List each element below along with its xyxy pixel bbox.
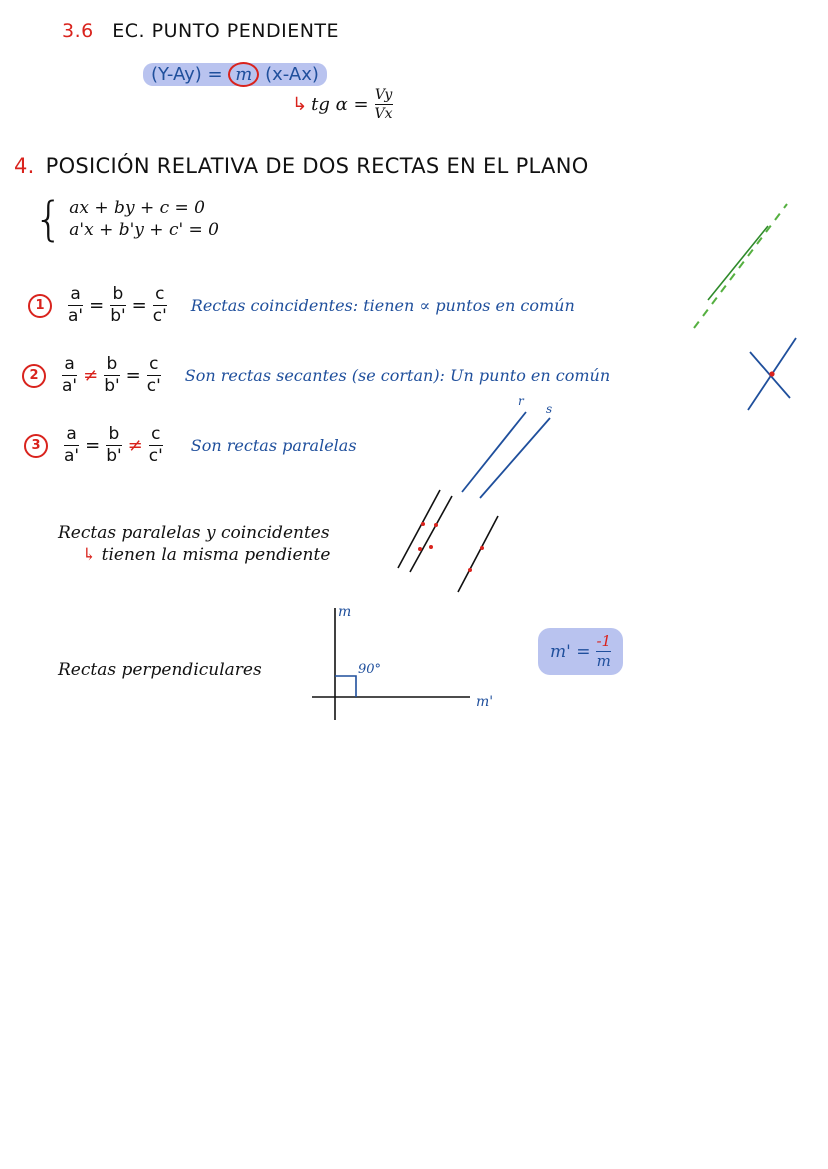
parallel-note-line-1: Rectas paralelas y coincidentes <box>58 523 330 543</box>
fraction-a: $\frac{a}{a'}$ <box>62 354 78 396</box>
section-title: EC. PUNTO PENDIENTE <box>112 20 340 42</box>
line-s-label: s <box>546 402 553 416</box>
formula-numerator: -1 <box>596 632 612 650</box>
brace-icon: { <box>34 192 64 246</box>
parallel-note-line-2: ↳ tienen la misma pendiente <box>82 545 331 565</box>
coincident-line-dashed <box>694 204 787 328</box>
tg-expression: tg α = <box>311 94 369 115</box>
intersection-point <box>769 371 774 376</box>
case-number-badge: 2 <box>22 364 46 388</box>
operator: = <box>85 435 101 456</box>
operator: = <box>125 365 141 386</box>
fraction-c: $\frac{c}{c'}$ <box>148 424 163 466</box>
case-number-badge: 1 <box>28 294 52 318</box>
arrow-icon: ↳ <box>82 545 97 565</box>
axis-m-prime-label: m' <box>476 694 494 710</box>
case-number-badge: 3 <box>24 434 48 458</box>
operator: ≠ <box>127 435 143 456</box>
system-line-1: ax + by + c = 0 <box>69 198 205 218</box>
angle-label: 90° <box>358 662 382 677</box>
tg-denominator: Vx <box>374 106 393 122</box>
fraction-a: $\frac{a}{a'}$ <box>64 424 80 466</box>
coincident-line-solid <box>708 226 768 300</box>
arrow-icon: ↳ <box>292 94 308 115</box>
fraction-c: $\frac{c}{c'}$ <box>146 354 161 396</box>
section-number: 4. <box>14 154 35 178</box>
case-description: Rectas coincidentes: tienen ∝ puntos en común <box>190 296 575 315</box>
parallel-line-r <box>462 412 526 492</box>
perpendicular-label: Rectas perpendiculares <box>58 660 262 680</box>
same-slope-line-3 <box>458 516 498 592</box>
fraction-b: $\frac{b}{b'}$ <box>106 424 122 466</box>
formula-lhs: m' = <box>550 641 591 662</box>
tg-numerator: Vy <box>374 87 393 103</box>
formula-denominator: m <box>596 652 611 670</box>
fraction-c: $\frac{c}{c'}$ <box>152 284 167 326</box>
right-angle-mark <box>335 676 356 697</box>
slope-m: m <box>228 62 259 87</box>
case-description: Son rectas secantes (se cortan): Un punto en común <box>184 366 611 385</box>
axis-m-label: m <box>338 604 352 620</box>
section-title: POSICIÓN RELATIVA DE DOS RECTAS EN EL PLANO <box>45 154 589 178</box>
operator: ≠ <box>83 365 99 386</box>
formula-rhs: (x-Ax) <box>265 64 319 85</box>
case-description: Son rectas paralelas <box>190 436 357 455</box>
operator: = <box>89 295 105 316</box>
line-r-label: r <box>518 394 524 408</box>
parallel-line-s <box>480 418 550 498</box>
system-line-2: a'x + b'y + c' = 0 <box>69 220 220 240</box>
fraction-a: $\frac{a}{a'}$ <box>68 284 84 326</box>
fraction-b: $\frac{b}{b'}$ <box>110 284 126 326</box>
slope-marks <box>418 522 484 572</box>
formula-lhs: (Y-Ay) = <box>151 64 223 85</box>
operator: = <box>131 295 147 316</box>
fraction-b: $\frac{b}{b'}$ <box>104 354 120 396</box>
section-number: 3.6 <box>62 20 94 42</box>
